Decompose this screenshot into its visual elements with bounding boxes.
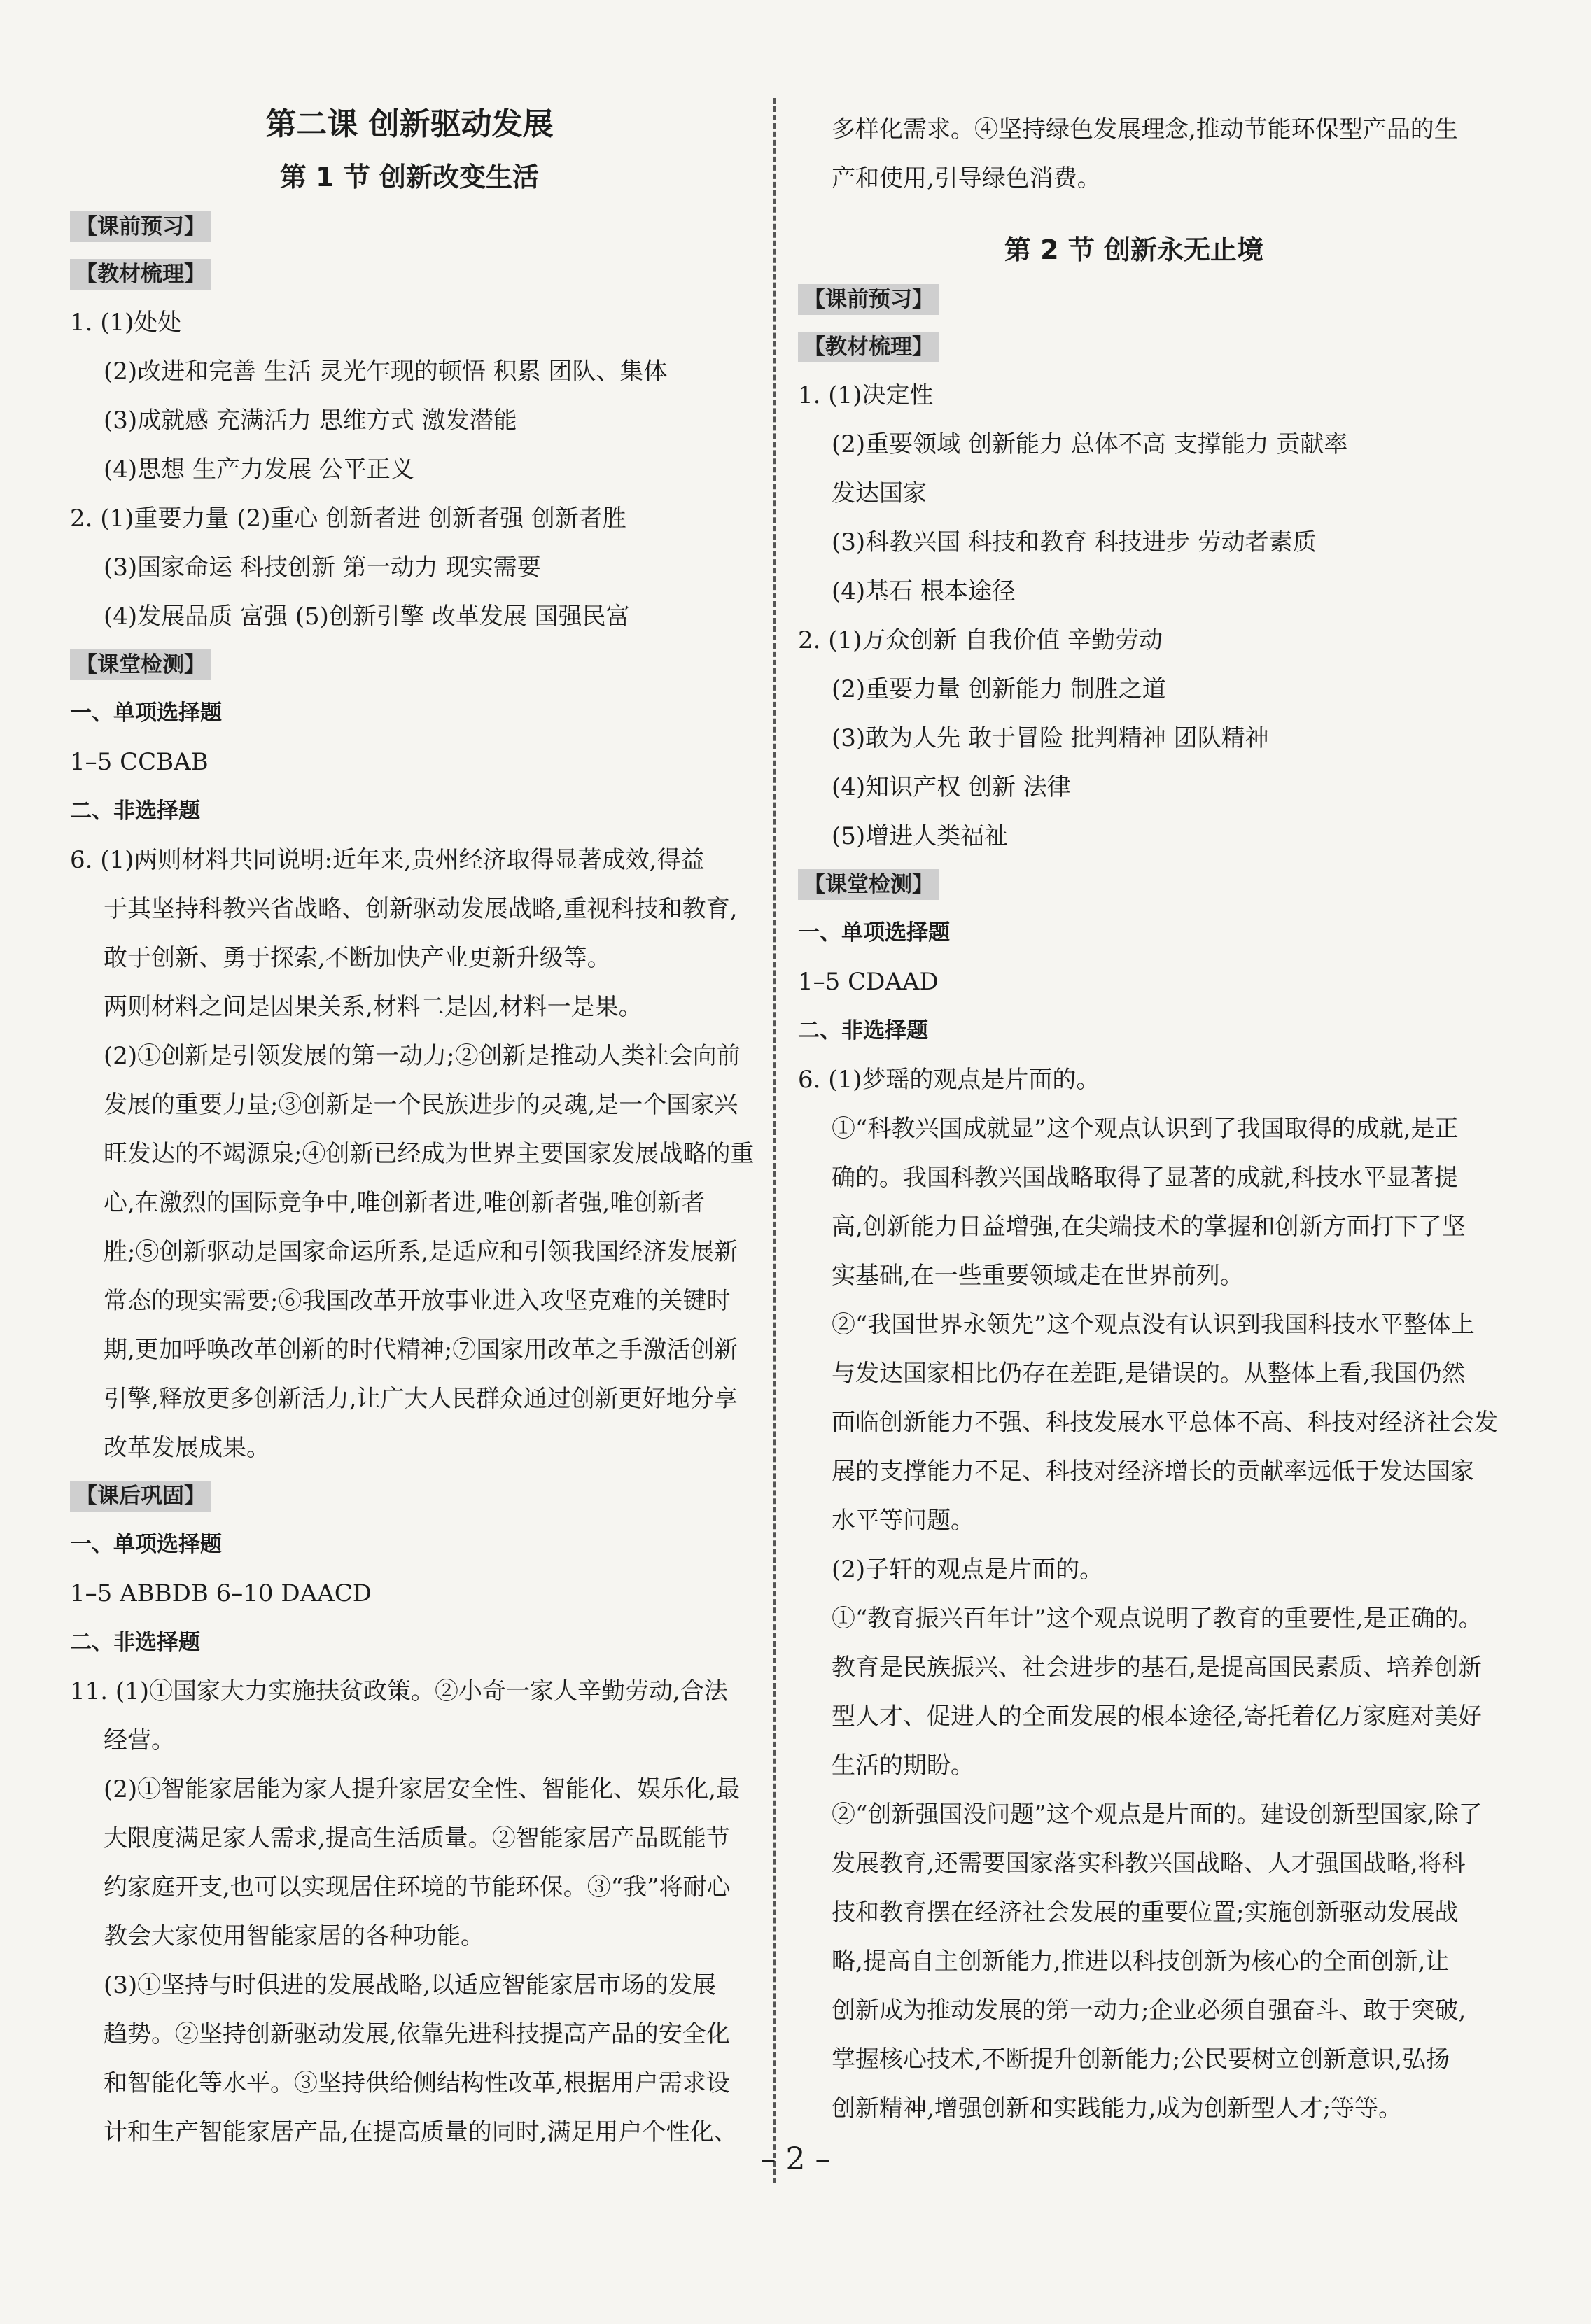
subheading-single-choice: 一、单项选择题 — [70, 1532, 222, 1557]
answer-line: (3)科教兴国 科技和教育 科技进步 劳动者素质 — [832, 528, 1317, 556]
answer-line: (2)①智能家居能为家人提升家居安全性、智能化、娱乐化,最 — [104, 1775, 740, 1803]
tag-textbook: 【教材梳理】 — [70, 251, 749, 298]
answer-line: 2. (1)重要力量 (2)重心 创新者进 创新者强 创新者胜 — [70, 505, 626, 533]
answer-line: ①“教育振兴百年计”这个观点说明了教育的重要性,是正确的。 — [832, 1605, 1483, 1633]
answer-key: 1–5 CCBAB — [70, 748, 209, 776]
tag-textbook: 【教材梳理】 — [798, 323, 1470, 371]
answer-line: 水平等问题。 — [832, 1507, 974, 1535]
answer-line: 旺发达的不竭源泉;④创新已经成为世界主要国家发展战略的重 — [104, 1140, 755, 1168]
answer-key: 1–5 CDAAD — [798, 968, 939, 996]
answer-line: ②“我国世界永领先”这个观点没有认识到我国科技水平整体上 — [832, 1311, 1475, 1339]
answer-line: 和智能化等水平。③坚持供给侧结构性改革,根据用户需求设 — [104, 2069, 730, 2097]
page-number: – 2 – — [760, 2141, 831, 2177]
answer-line: 实基础,在一些重要领域走在世界前列。 — [832, 1262, 1244, 1290]
left-column — [70, 98, 755, 2157]
answer-line: (3)成就感 充满活力 思维方式 激发潜能 — [104, 407, 517, 435]
section-title-1: 第 1 节 创新改变生活 — [279, 162, 540, 192]
answer-line: (4)思想 生产力发展 公平正义 — [104, 456, 414, 484]
answer-line: 高,创新能力日益增强,在尖端技术的掌握和创新方面打下了坚 — [832, 1213, 1466, 1241]
tag-class-check: 【课堂检测】 — [798, 861, 1470, 908]
answer-line: 面临创新能力不强、科技发展水平总体不高、科技对经济社会发 — [832, 1409, 1498, 1437]
answer-line: ①“科教兴国成就显”这个观点认识到了我国取得的成就,是正 — [832, 1115, 1459, 1143]
answer-line: 确的。我国科教兴国战略取得了显著的成就,科技水平显著提 — [832, 1164, 1458, 1192]
answer-line: 教会大家使用智能家居的各种功能。 — [104, 1922, 484, 1950]
answer-line: (5)增进人类福祉 — [832, 822, 1009, 850]
subheading-single-choice: 一、单项选择题 — [70, 700, 222, 726]
answer-line: 与发达国家相比仍存在差距,是错误的。从整体上看,我国仍然 — [832, 1360, 1466, 1388]
answer-line: 多样化需求。④坚持绿色发展理念,推动节能环保型产品的生 — [832, 115, 1458, 143]
answer-line: 11. (1)①国家大力实施扶贫政策。②小奇一家人辛勤劳动,合法 — [70, 1677, 728, 1705]
answer-line: 两则材料之间是因果关系,材料二是因,材料一是果。 — [104, 993, 643, 1021]
answer-line: 常态的现实需要;⑥我国改革开放事业进入攻坚克难的关键时 — [104, 1287, 731, 1315]
subheading-non-choice: 二、非选择题 — [798, 1018, 928, 1043]
answer-line: 心,在激烈的国际竞争中,唯创新者进,唯创新者强,唯创新者 — [104, 1189, 706, 1217]
answer-line: 1. (1)决定性 — [798, 381, 934, 409]
answer-line: 教育是民族振兴、社会进步的基石,是提高国民素质、培养创新 — [832, 1654, 1482, 1682]
answer-line: 发展的重要力量;③创新是一个民族进步的灵魂,是一个国家兴 — [104, 1091, 738, 1119]
answer-line: 型人才、促进人的全面发展的根本途径,寄托着亿万家庭对美好 — [832, 1703, 1482, 1731]
answer-line: 2. (1)万众创新 自我价值 辛勤劳动 — [798, 626, 1163, 654]
answer-line: 大限度满足家人需求,提高生活质量。②智能家居产品既能节 — [104, 1824, 730, 1852]
answer-line: (4)基石 根本途径 — [832, 577, 1016, 605]
subheading-single-choice: 一、单项选择题 — [798, 920, 950, 945]
answer-line: 生活的期盼。 — [832, 1752, 974, 1780]
answer-line: 约家庭开支,也可以实现居住环境的节能环保。③“我”将耐心 — [104, 1873, 731, 1901]
answer-line: (3)敢为人先 敢于冒险 批判精神 团队精神 — [832, 724, 1269, 752]
tag-preview: 【课前预习】 — [798, 276, 1470, 323]
column-divider — [773, 98, 776, 2183]
answer-line: (2)子轩的观点是片面的。 — [832, 1556, 1104, 1584]
answer-line: (3)国家命运 科技创新 第一动力 现实需要 — [104, 554, 541, 582]
right-column — [798, 105, 1498, 2133]
answer-line: 技和教育摆在经济社会发展的重要位置;实施创新驱动发展战 — [832, 1899, 1459, 1927]
answer-line: 发展教育,还需要国家落实科教兴国战略、人才强国战略,将科 — [832, 1850, 1466, 1878]
answer-line: ②“创新强国没问题”这个观点是片面的。建设创新型国家,除了 — [832, 1801, 1483, 1829]
answer-line: 1. (1)处处 — [70, 309, 182, 337]
answer-line: 引擎,释放更多创新活力,让广大人民群众通过创新更好地分享 — [104, 1385, 738, 1413]
section-title-2: 第 2 节 创新永无止境 — [1004, 234, 1264, 265]
tag-preview: 【课前预习】 — [70, 203, 749, 251]
tag-class-check: 【课堂检测】 — [70, 641, 749, 689]
answer-key: 1–5 ABBDB 6–10 DAACD — [70, 1579, 372, 1607]
answer-line: 经营。 — [104, 1726, 175, 1754]
answer-line: (4)知识产权 创新 法律 — [832, 773, 1071, 801]
answer-line: 于其坚持科教兴省战略、创新驱动发展战略,重视科技和教育, — [104, 895, 738, 923]
answer-line: (2)①创新是引领发展的第一动力;②创新是推动人类社会向前 — [104, 1042, 741, 1070]
subheading-non-choice: 二、非选择题 — [70, 1630, 200, 1655]
answer-line: 期,更加呼唤改革创新的时代精神;⑦国家用改革之手激活创新 — [104, 1336, 738, 1364]
lesson-title: 第二课 创新驱动发展 — [265, 106, 554, 142]
answer-line: 略,提高自主创新能力,推进以科技创新为核心的全面创新,让 — [832, 1948, 1450, 1976]
answer-line: 敢于创新、勇于探索,不断加快产业更新升级等。 — [104, 944, 611, 972]
answer-line: 趋势。②坚持创新驱动发展,依靠先进科技提高产品的安全化 — [104, 2020, 730, 2048]
tag-after-class: 【课后巩固】 — [70, 1472, 749, 1520]
answer-line: (3)①坚持与时俱进的发展战略,以适应智能家居市场的发展 — [104, 1971, 716, 1999]
answer-line: 6. (1)梦瑶的观点是片面的。 — [798, 1066, 1100, 1094]
answer-line: 计和生产智能家居产品,在提高质量的同时,满足用户个性化、 — [104, 2118, 738, 2146]
answer-line: 创新精神,增强创新和实践能力,成为创新型人才;等等。 — [832, 2094, 1403, 2122]
answer-line: (4)发展品质 富强 (5)创新引擎 改革发展 国强民富 — [104, 603, 630, 631]
answer-line: 产和使用,引导绿色消费。 — [832, 164, 1101, 192]
answer-line: 创新成为推动发展的第一动力;企业必须自强奋斗、敢于突破, — [832, 1996, 1466, 2024]
answer-line: (2)重要力量 创新能力 制胜之道 — [832, 675, 1166, 703]
answer-line: (2)重要领域 创新能力 总体不高 支撑能力 贡献率 — [832, 430, 1348, 458]
subheading-non-choice: 二、非选择题 — [70, 798, 200, 824]
answer-line: 6. (1)两则材料共同说明:近年来,贵州经济取得显著成效,得益 — [70, 846, 705, 874]
answer-line: 展的支撑能力不足、科技对经济增长的贡献率远低于发达国家 — [832, 1458, 1474, 1486]
answer-line: 胜;⑤创新驱动是国家命运所系,是适应和引领我国经济发展新 — [104, 1238, 738, 1266]
answer-line: 改革发展成果。 — [104, 1434, 270, 1462]
answer-line: 掌握核心技术,不断提升创新能力;公民要树立创新意识,弘扬 — [832, 2045, 1450, 2073]
answer-line: 发达国家 — [832, 479, 927, 507]
answer-line: (2)改进和完善 生活 灵光乍现的顿悟 积累 团队、集体 — [104, 358, 668, 386]
